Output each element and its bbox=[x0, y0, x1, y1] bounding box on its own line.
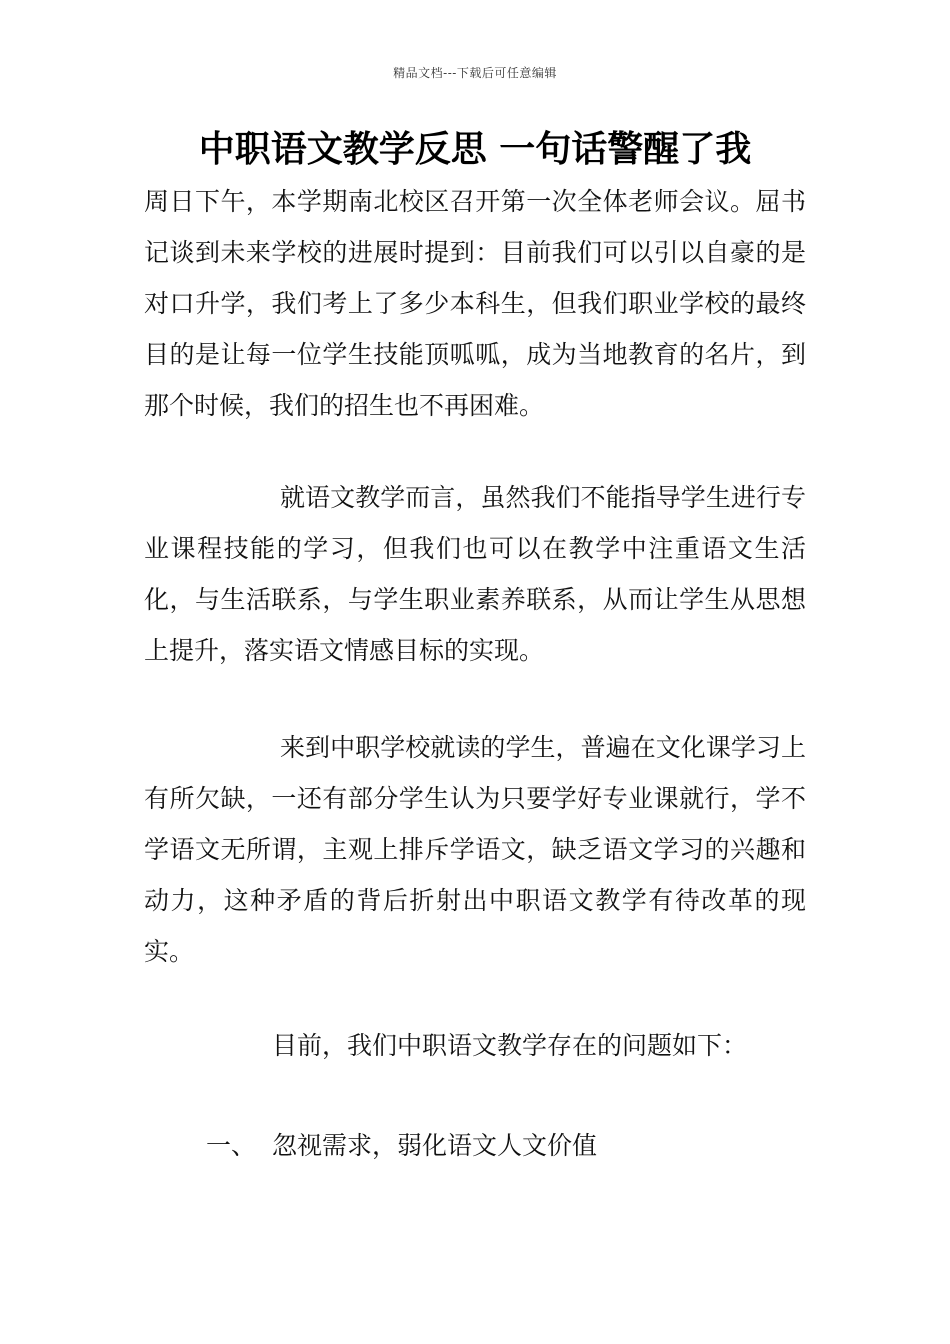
paragraph-1: 周日下午，本学期南北校区召开第一次全体老师会议。屈书记谈到未来学校的进展时提到：目前我们可以引以自豪的是对口升学，我们考上了多少本科生，但我们职业学校的最终目的是让每一位学生技能顶呱呱，成为当地教育的名片，到那个时候，我们的招生也不再困难。 bbox=[144, 187, 806, 420]
list-marker: 一、 bbox=[206, 1131, 257, 1160]
header-note: 精品文档---下载后可任意编辑 bbox=[393, 66, 557, 80]
paragraph-2: 就语文教学而言，虽然我们不能指导学生进行专业课程技能的学习，但我们也可以在教学中注重语文生活化，与生活联系，与学生职业素养联系，从而让学生从思想上提升，落实语文情感目标的实现。 bbox=[144, 483, 806, 665]
paragraph-3: 来到中职学校就读的学生，普遍在文化课学习上有所欠缺，一还有部分学生认为只要学好专业课就行，学不学语文无所谓，主观上排斥学语文，缺乏语文学习的兴趣和动力，这种矛盾的背后折射出中职语文教学有待改革的现实。 bbox=[144, 733, 806, 966]
list-item-text: 忽视需求，弱化语文人文价值 bbox=[272, 1131, 598, 1160]
document-title: 中职语文教学反思 一句话警醒了我 bbox=[198, 129, 752, 170]
paragraph-4: 目前，我们中职语文教学存在的问题如下： bbox=[272, 1031, 748, 1060]
list-item bbox=[206, 1120, 806, 1171]
